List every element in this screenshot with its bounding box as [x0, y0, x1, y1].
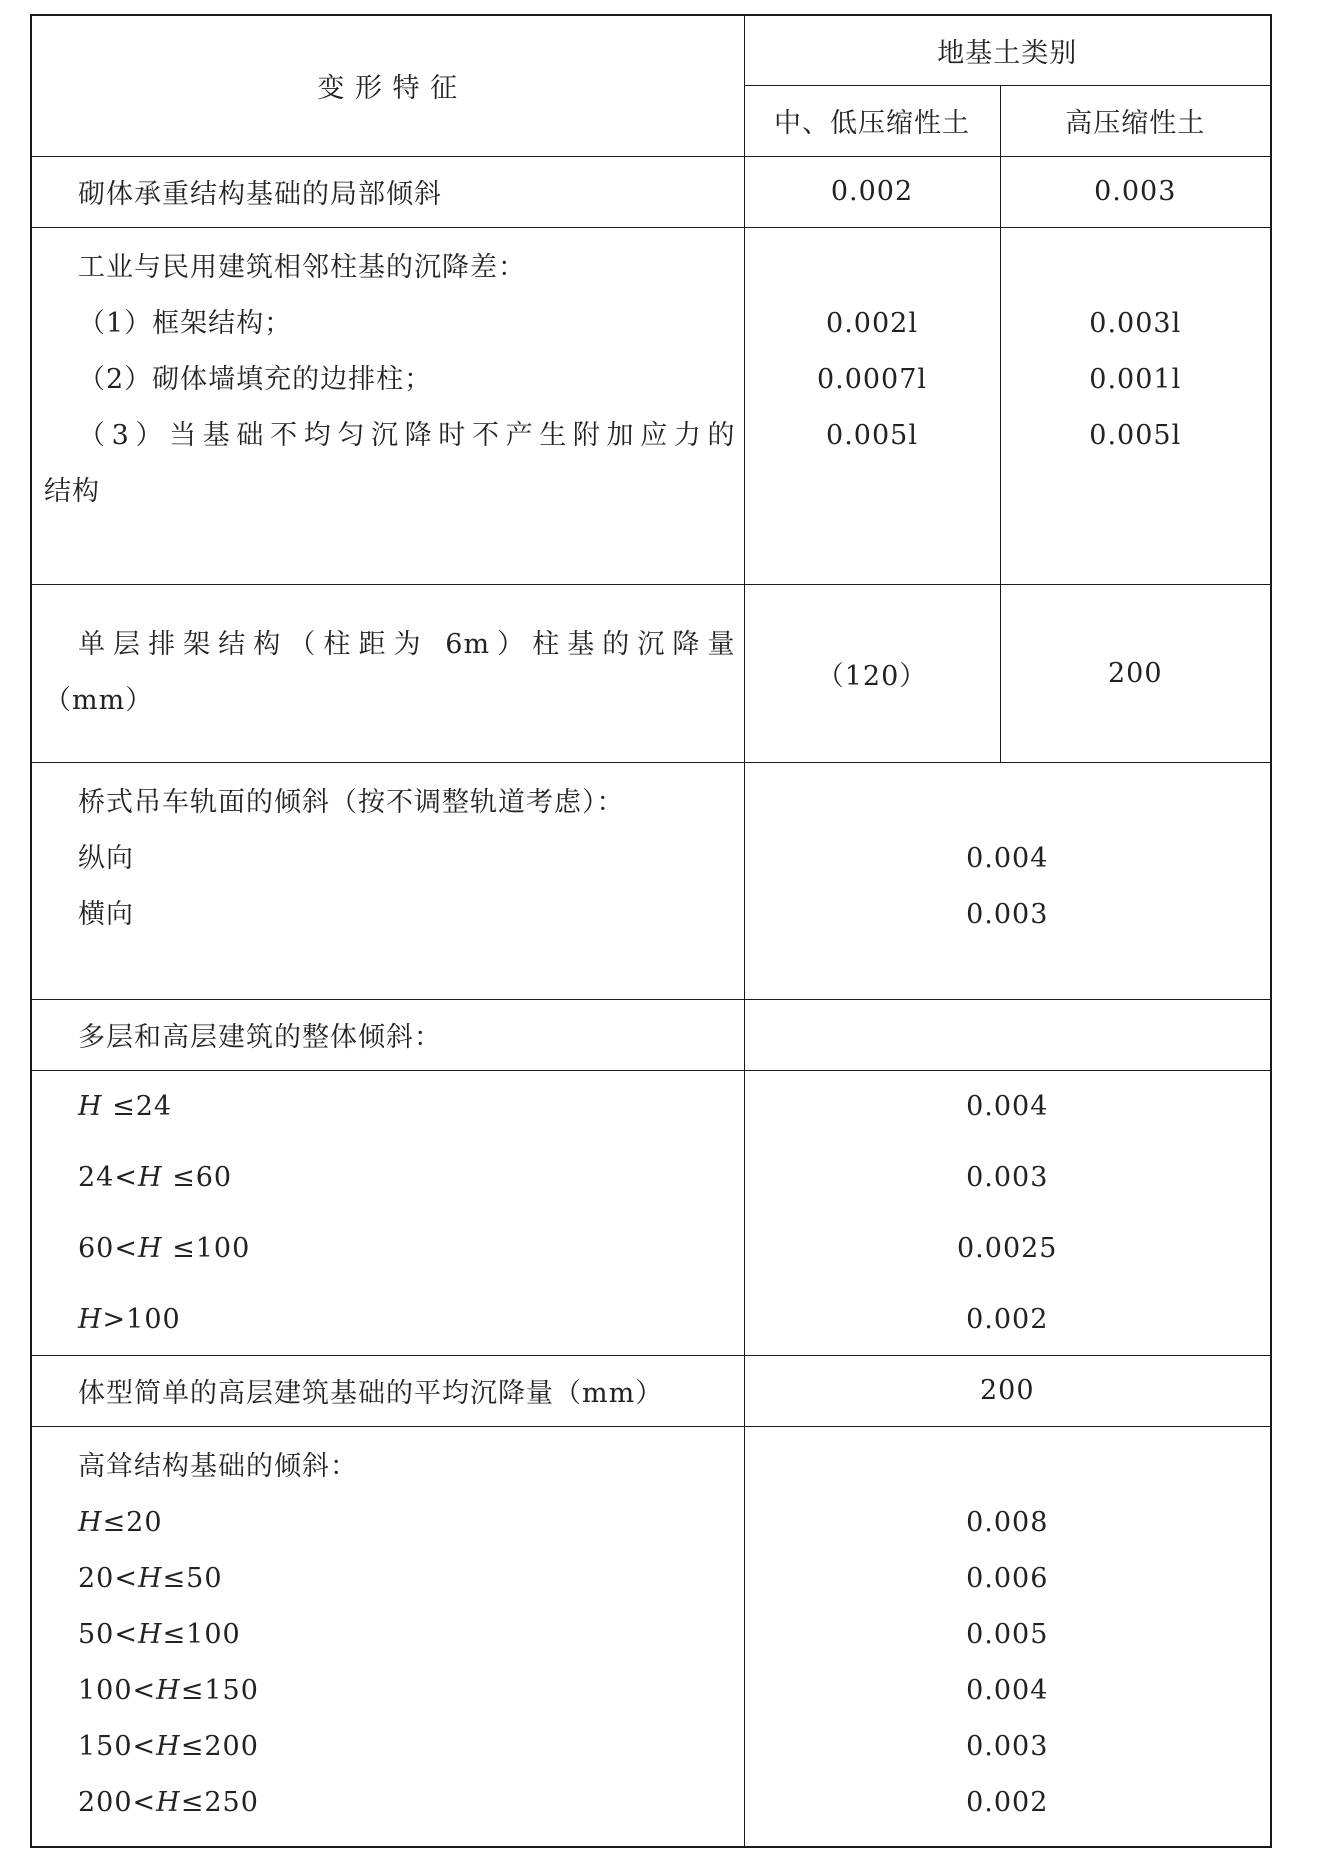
- high-header: 高压缩性土: [1000, 85, 1271, 156]
- table-row: [31, 1355, 1271, 1426]
- simple-highrise-label: 体型简单的高层建筑基础的平均沉降量（mm）: [31, 1355, 744, 1426]
- towering-title: 高耸结构基础的倾斜：: [78, 1450, 358, 1482]
- single-layer-value-high: 200: [1000, 584, 1271, 762]
- multistory-value: 0.004: [966, 1090, 1049, 1122]
- deformation-limit-table: [30, 14, 1272, 1848]
- crane-title: 桥式吊车轨面的倾斜（按不调整轨道考虑）：: [78, 786, 625, 818]
- single-layer-cell: [31, 584, 744, 762]
- masonry-label: 砌体承重结构基础的局部倾斜: [31, 156, 744, 227]
- settlement-diff-tail: 结构: [44, 475, 100, 507]
- table-row: [31, 584, 1271, 762]
- towering-value: 0.005: [966, 1618, 1049, 1650]
- towering-values: [744, 1426, 1271, 1847]
- multistory-values: [744, 1070, 1271, 1355]
- towering-item: 200<H≤250: [78, 1786, 259, 1818]
- multistory-value: 0.0025: [957, 1232, 1058, 1264]
- header-row: [31, 15, 1271, 85]
- crane-values: [744, 762, 1271, 999]
- towering-item: 150<H≤200: [78, 1730, 259, 1762]
- settlement-diff-values-high: [1000, 227, 1271, 584]
- table-row: [31, 227, 1271, 584]
- multistory-item: 60<H ≤100: [78, 1232, 251, 1264]
- towering-value: 0.003: [966, 1730, 1049, 1762]
- settlement-diff-item: （3）当基础不均匀沉降时不产生附加应力的: [78, 419, 736, 451]
- settlement-diff-title: 工业与民用建筑相邻柱基的沉降差：: [78, 251, 526, 283]
- table-row: [31, 999, 1271, 1070]
- towering-item: 100<H≤150: [78, 1674, 259, 1706]
- crane-value: 0.004: [966, 842, 1049, 874]
- towering-item: 20<H≤50: [78, 1562, 223, 1594]
- feature-header: 变 形 特 征: [31, 15, 744, 156]
- table-row: [31, 762, 1271, 999]
- towering-value: 0.008: [966, 1506, 1049, 1538]
- soil-category-header: 地基土类别: [744, 15, 1271, 85]
- crane-item: 横向: [78, 898, 134, 930]
- towering-value: 0.006: [966, 1562, 1049, 1594]
- settlement-diff-value: 0.0007l: [816, 363, 928, 395]
- crane-cell: [31, 762, 744, 999]
- towering-cell: [31, 1426, 744, 1847]
- settlement-diff-value: 0.001l: [1089, 363, 1182, 395]
- towering-value: 0.004: [966, 1674, 1049, 1706]
- document-page: [30, 14, 1270, 1848]
- towering-item: 50<H≤100: [78, 1618, 241, 1650]
- crane-value: 0.003: [966, 898, 1049, 930]
- multistory-title: 多层和高层建筑的整体倾斜：: [31, 999, 744, 1070]
- settlement-diff-cell: [31, 227, 744, 584]
- multistory-item: H ≤24: [78, 1090, 173, 1122]
- settlement-diff-value: 0.005l: [826, 419, 918, 451]
- single-layer-value-medium: （120）: [744, 584, 1000, 762]
- medium-low-header: 中、低压缩性土: [744, 85, 1000, 156]
- single-layer-label: 单层排架结构（柱距为 6m）柱基的沉降量: [78, 629, 736, 660]
- towering-value: 0.002: [966, 1786, 1049, 1818]
- multistory-item: H>100: [78, 1303, 181, 1335]
- settlement-diff-item: （1）框架结构；: [78, 307, 293, 339]
- multistory-value: 0.003: [966, 1161, 1049, 1193]
- multistory-value: 0.002: [966, 1303, 1049, 1335]
- towering-item: H≤20: [78, 1506, 163, 1538]
- settlement-diff-value: 0.002l: [826, 307, 918, 339]
- single-layer-unit: （mm）: [44, 685, 154, 716]
- settlement-diff-value: 0.003l: [1089, 307, 1182, 339]
- table-row: [31, 1070, 1271, 1355]
- multistory-cell: [31, 1070, 744, 1355]
- masonry-value-medium: 0.002: [744, 156, 1000, 227]
- masonry-value-high: 0.003: [1000, 156, 1271, 227]
- settlement-diff-item: （2）砌体墙填充的边排柱；: [78, 363, 433, 395]
- crane-item: 纵向: [78, 842, 134, 874]
- multistory-item: 24<H ≤60: [78, 1161, 233, 1193]
- settlement-diff-values-medium: [744, 227, 1000, 584]
- multistory-title-blank: [744, 999, 1271, 1070]
- simple-highrise-value: 200: [744, 1355, 1271, 1426]
- table-row: [31, 156, 1271, 227]
- settlement-diff-value: 0.005l: [1089, 419, 1182, 451]
- table-row: [31, 1426, 1271, 1847]
